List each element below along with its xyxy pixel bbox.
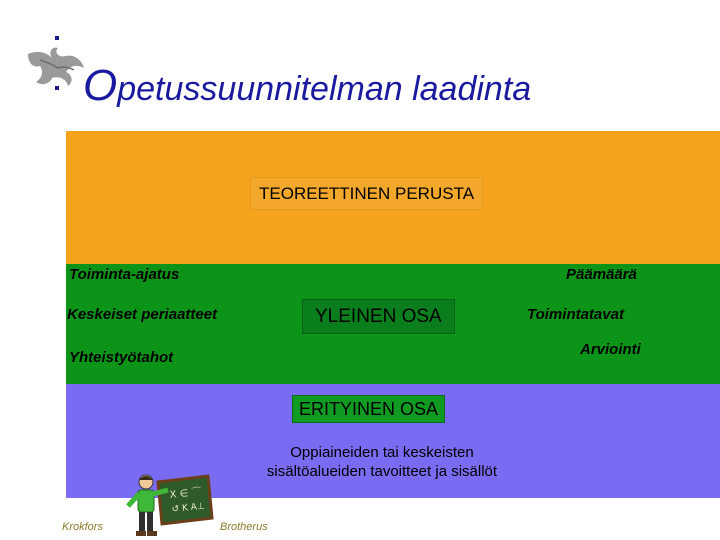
theory-label: TEOREETTINEN PERUSTA (251, 178, 482, 209)
item-principles: Keskeiset periaatteet (67, 306, 218, 323)
item-evaluation: Arviointi (580, 341, 641, 358)
item-partners: Yhteistyötahot (69, 349, 174, 366)
special-description (212, 444, 552, 482)
svg-text:↺ K A⊥: ↺ K A⊥ (171, 501, 206, 515)
page-title (83, 61, 532, 110)
item-methods: Toimintatavat (527, 306, 624, 323)
item-goal: Päämäärä (566, 266, 637, 283)
special-description-line1: Oppiaineiden tai keskeisten (290, 444, 474, 461)
title-rest: petussuunnitelman laadinta (117, 70, 532, 108)
title-first-letter: O (83, 61, 118, 110)
special-label: ERITYINEN OSA (293, 396, 444, 422)
author-left: Krokfors (62, 521, 103, 533)
special-description-line2: sisältöalueiden tavoitteet ja sisällöt (266, 462, 498, 480)
author-right: Brotherus (220, 521, 268, 533)
general-label: YLEINEN OSA (303, 300, 454, 333)
teacher-chalkboard-icon (120, 472, 216, 540)
university-logo-icon (22, 30, 92, 100)
item-mission: Toiminta-ajatus (69, 266, 180, 283)
svg-text:X ∈ ⌒: X ∈ ⌒ (169, 486, 203, 501)
